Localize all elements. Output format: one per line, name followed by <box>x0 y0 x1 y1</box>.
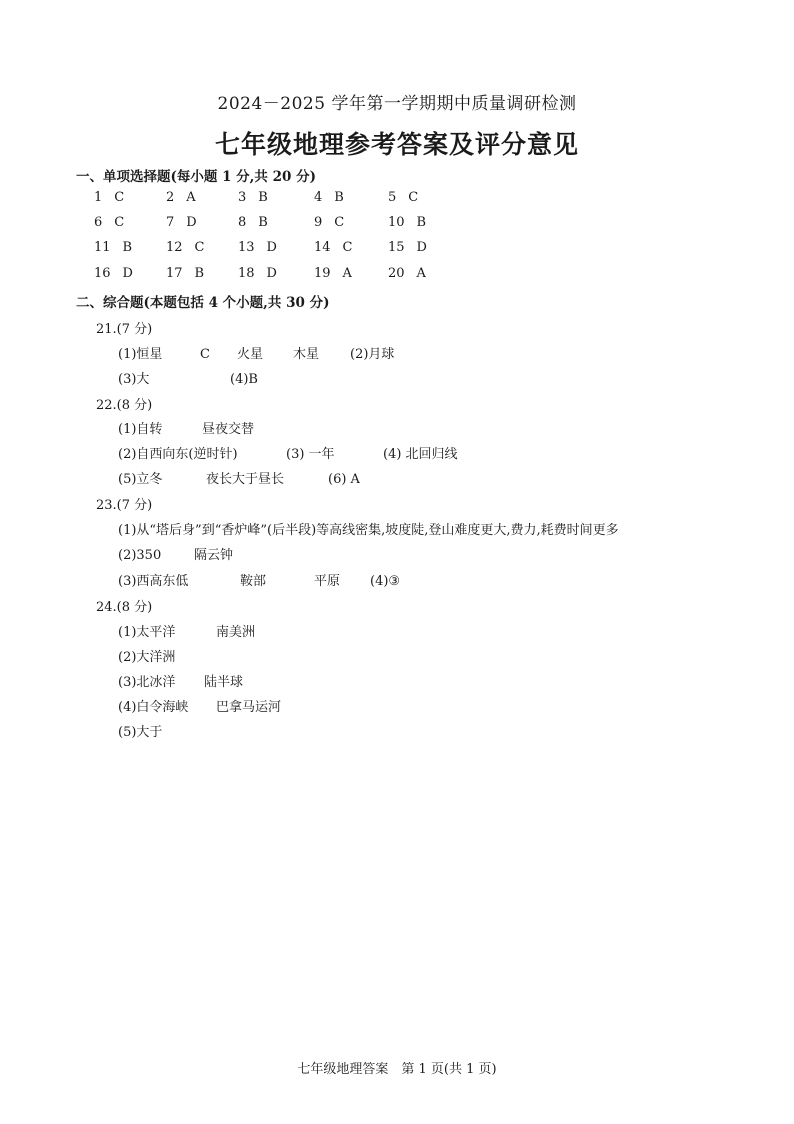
mc-answer: D <box>266 240 277 255</box>
mc-item <box>314 190 344 205</box>
mc-item <box>388 266 426 281</box>
q21-answer: (1)恒星 <box>118 347 163 362</box>
mc-answer: D <box>416 240 427 255</box>
q23-line-1 <box>118 519 619 538</box>
mc-question-number: 1 <box>94 190 103 205</box>
mc-question-number: 3 <box>238 190 247 205</box>
mc-item <box>388 215 426 230</box>
q22-answer: (3) 一年 <box>286 447 335 462</box>
mc-answer: C <box>114 215 125 230</box>
q24-answer: (2)大洋洲 <box>118 650 176 665</box>
mc-item <box>166 190 196 205</box>
mc-question-number: 11 <box>94 240 111 255</box>
section1-heading: 一、单项选择题(每小题 1 分,共 20 分) <box>76 169 316 185</box>
q23-answer: 平原 <box>314 574 341 589</box>
mc-question-number: 6 <box>94 215 103 230</box>
exam-subtitle: 2024－2025 学年第一学期期中质量调研检测 <box>217 94 577 114</box>
q22-answer: (1)自转 <box>118 422 163 437</box>
q24-answer: 陆半球 <box>204 675 244 690</box>
q21-answer: (4)B <box>230 372 258 387</box>
mc-question-number: 10 <box>388 215 405 230</box>
mc-answer: B <box>334 190 344 205</box>
mc-item <box>166 266 204 281</box>
q24-line-3 <box>118 671 243 690</box>
q21-answer: C <box>200 347 210 362</box>
q24-answer: (1)太平洋 <box>118 625 176 640</box>
q22-answer: 昼夜交替 <box>202 422 255 437</box>
section2-heading: 二、综合题(本题包括 4 个小题,共 30 分) <box>76 295 330 311</box>
mc-question-number: 20 <box>388 266 405 281</box>
mc-item <box>238 266 277 281</box>
mc-item <box>238 215 268 230</box>
mc-question-number: 7 <box>166 215 175 230</box>
mc-question-number: 12 <box>166 240 183 255</box>
mc-item <box>166 240 205 255</box>
mc-question-number: 8 <box>238 215 247 230</box>
q24-line-2 <box>118 646 175 665</box>
q24-answer: (5)大于 <box>118 725 163 740</box>
q24-answer: (3)北冰洋 <box>118 675 176 690</box>
mc-question-number: 17 <box>166 266 183 281</box>
q21-answer: (3)大 <box>118 372 150 387</box>
q22-answer: (6) A <box>328 472 360 487</box>
mc-item <box>314 240 353 255</box>
q21-line-1 <box>118 343 394 362</box>
mc-question-number: 13 <box>238 240 255 255</box>
question-21-label: 21.(7 分) <box>96 322 153 337</box>
mc-row <box>0 215 794 235</box>
page-footer: 七年级地理答案 第 1 页(共 1 页) <box>297 1062 497 1077</box>
q22-line-1 <box>118 418 254 437</box>
mc-row <box>0 240 794 260</box>
question-23-label: 23.(7 分) <box>96 498 153 513</box>
mc-answer: D <box>186 215 197 230</box>
q24-answer: 南美洲 <box>216 625 256 640</box>
q23-answer: 隔云钟 <box>194 548 234 563</box>
mc-question-number: 16 <box>94 266 111 281</box>
mc-question-number: 18 <box>238 266 255 281</box>
mc-answer: B <box>194 266 205 281</box>
q22-answer: (2)自西向东(逆时针) <box>118 447 238 462</box>
mc-row <box>0 190 794 210</box>
page-title: 七年级地理参考答案及评分意见 <box>214 130 579 159</box>
mc-question-number: 4 <box>314 190 323 205</box>
mc-answer: C <box>408 190 419 205</box>
mc-item <box>238 240 277 255</box>
mc-item <box>314 215 344 230</box>
q24-answer: 巴拿马运河 <box>216 700 282 715</box>
mc-item <box>388 240 427 255</box>
mc-answer: A <box>416 266 426 281</box>
mc-answer: C <box>342 240 353 255</box>
mc-item <box>388 190 418 205</box>
q21-line-2 <box>118 368 258 387</box>
q22-answer: (5)立冬 <box>118 472 163 487</box>
mc-item <box>94 266 133 281</box>
q23-line-2 <box>118 544 233 563</box>
q23-answer: (4)③ <box>370 574 401 589</box>
mc-question-number: 9 <box>314 215 323 230</box>
mc-answer: D <box>122 266 133 281</box>
q24-line-1 <box>118 621 255 640</box>
q24-line-5 <box>118 721 162 740</box>
mc-item <box>94 190 124 205</box>
mc-question-number: 15 <box>388 240 405 255</box>
mc-item <box>166 215 197 230</box>
q23-answer: 鞍部 <box>240 574 267 589</box>
q24-line-4 <box>118 696 281 715</box>
q23-answer: (2)350 <box>118 548 162 563</box>
mc-answer: C <box>334 215 345 230</box>
q23-answer: (1)从“塔后身”到“香炉峰”(后半段)等高线密集,坡度陡,登山难度更大,费力,耗费时间更多 <box>118 523 619 538</box>
q23-line-3 <box>118 570 400 589</box>
mc-question-number: 14 <box>314 240 331 255</box>
q22-answer: (4) 北回归线 <box>383 447 458 462</box>
mc-answer: C <box>114 190 125 205</box>
q21-answer: 木星 <box>293 347 320 362</box>
mc-question-number: 5 <box>388 190 397 205</box>
q22-answer: 夜长大于昼长 <box>206 472 285 487</box>
q22-line-2 <box>118 443 458 462</box>
q22-line-3 <box>118 468 360 487</box>
q23-answer: (3)西高东低 <box>118 574 189 589</box>
question-24-label: 24.(8 分) <box>96 600 153 615</box>
mc-item <box>94 215 124 230</box>
mc-answer: C <box>194 240 205 255</box>
mc-answer: B <box>122 240 133 255</box>
mc-item <box>314 266 352 281</box>
mc-row <box>0 266 794 286</box>
question-22-label: 22.(8 分) <box>96 398 153 413</box>
mc-answer: A <box>342 266 352 281</box>
q21-answer: (2)月球 <box>350 347 395 362</box>
q24-answer: (4)白令海峡 <box>118 700 189 715</box>
mc-answer: D <box>266 266 277 281</box>
q21-answer: 火星 <box>237 347 264 362</box>
mc-question-number: 19 <box>314 266 331 281</box>
mc-answer: A <box>186 190 196 205</box>
mc-answer: B <box>416 215 427 230</box>
mc-answer: B <box>258 190 268 205</box>
mc-item <box>94 240 132 255</box>
mc-item <box>238 190 268 205</box>
mc-question-number: 2 <box>166 190 175 205</box>
mc-answer: B <box>258 215 268 230</box>
